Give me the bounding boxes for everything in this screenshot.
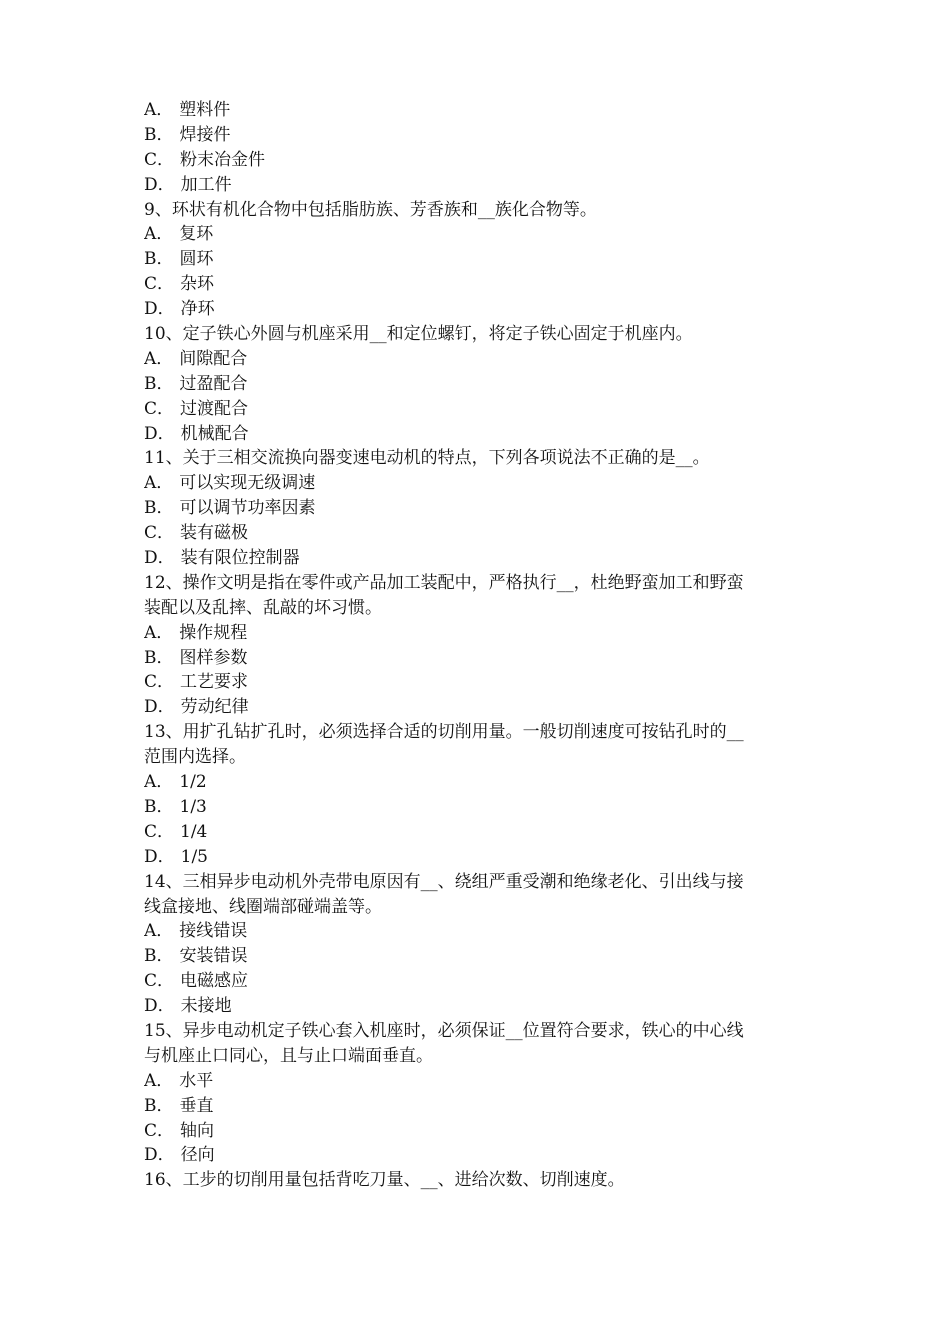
option-letter: A．: [144, 100, 174, 120]
option-text: 轴向: [180, 1120, 215, 1141]
option-letter: D．: [144, 996, 175, 1017]
answer-option: [144, 297, 824, 322]
answer-option: [144, 1094, 824, 1119]
question-text: 9、环状有机化合物中包括脂肪族、芳香族和__族化合物等。: [144, 199, 597, 220]
option-letter: C．: [144, 523, 175, 544]
answer-option: [144, 148, 824, 173]
answer-option: [144, 621, 824, 646]
question-text: 13、用扩孔钻扩孔时，必须选择合适的切削用量。一般切削速度可按钻孔时的__: [144, 722, 744, 743]
answer-option: [144, 1069, 824, 1094]
option-text: 1/4: [180, 821, 208, 842]
option-text: 焊接件: [179, 124, 231, 145]
option-letter: D．: [144, 1145, 175, 1166]
option-text: 未接地: [180, 996, 232, 1017]
option-text: 装有磁极: [180, 523, 249, 544]
answer-option: [144, 222, 824, 247]
option-text: 间隙配合: [179, 348, 248, 369]
question-text: 装配以及乱摔、乱敲的坏习惯。: [144, 597, 382, 618]
option-letter: B．: [144, 796, 174, 817]
answer-option: [144, 670, 824, 695]
question-text: 线盒接地、线圈端部碰端盖等。: [144, 896, 382, 917]
option-letter: B．: [144, 498, 174, 519]
option-text: 过渡配合: [180, 398, 249, 419]
option-letter: B．: [144, 249, 174, 270]
question-text: 12、操作文明是指在零件或产品加工装配中，严格执行__，杜绝野蛮加工和野蛮: [144, 572, 744, 593]
option-letter: D．: [144, 299, 175, 320]
answer-option: [144, 496, 824, 521]
option-text: 复环: [179, 224, 214, 245]
option-text: 操作规程: [179, 622, 248, 643]
question-text: 16、工步的切削用量包括背吃刀量、__、进给次数、切削速度。: [144, 1170, 625, 1191]
answer-option: [144, 521, 824, 546]
option-text: 杂环: [180, 274, 215, 295]
answer-option: [144, 1143, 824, 1168]
question-text: 14、三相异步电动机外壳带电原因有__、绕组严重受潮和绝缘老化、引出线与接: [144, 871, 744, 892]
question-text: 15、异步电动机定子铁心套入机座时，必须保证__位置符合要求，铁心的中心线: [144, 1020, 744, 1041]
answer-option: [144, 994, 824, 1019]
option-letter: A．: [144, 1070, 174, 1091]
answer-option: [144, 173, 824, 198]
option-text: 接线错误: [179, 921, 248, 942]
option-letter: A．: [144, 772, 174, 793]
answer-option: [144, 471, 824, 496]
option-letter: B．: [144, 946, 174, 967]
option-text: 机械配合: [180, 423, 249, 444]
option-text: 电磁感应: [180, 971, 249, 992]
answer-option: [144, 944, 824, 969]
option-text: 劳动纪律: [180, 697, 249, 718]
answer-option: [144, 845, 824, 870]
option-letter: C．: [144, 149, 175, 170]
option-letter: C．: [144, 821, 175, 842]
option-text: 过盈配合: [179, 373, 248, 394]
answer-option: [144, 695, 824, 720]
answer-option: [144, 820, 824, 845]
question-text: 范围内选择。: [144, 747, 246, 768]
option-text: 安装错误: [179, 946, 248, 967]
option-letter: A．: [144, 473, 174, 494]
option-letter: D．: [144, 846, 175, 867]
question-text: 10、定子铁心外圆与机座采用__和定位螺钉，将定子铁心固定于机座内。: [144, 324, 693, 345]
answer-option: [144, 770, 824, 795]
option-text: 加工件: [180, 174, 232, 195]
question-text: 与机座止口同心，且与止口端面垂直。: [144, 1045, 433, 1066]
option-letter: A．: [144, 224, 174, 245]
option-letter: C．: [144, 971, 175, 992]
option-letter: B．: [144, 373, 174, 394]
option-text: 1/5: [180, 846, 208, 867]
answer-option: [144, 969, 824, 994]
option-text: 工艺要求: [180, 672, 249, 693]
answer-option: [144, 646, 824, 671]
answer-option: [144, 1119, 824, 1144]
option-letter: C．: [144, 274, 175, 295]
option-text: 净环: [180, 299, 215, 320]
option-text: 可以实现无级调速: [179, 473, 316, 494]
option-letter: A．: [144, 622, 174, 643]
option-letter: D．: [144, 697, 175, 718]
option-text: 垂直: [179, 1095, 214, 1116]
option-letter: D．: [144, 174, 175, 195]
option-letter: C．: [144, 672, 175, 693]
answer-option: [144, 546, 824, 571]
document-page: [144, 98, 824, 1193]
answer-option: [144, 919, 824, 944]
option-text: 径向: [180, 1145, 215, 1166]
option-letter: B．: [144, 1095, 174, 1116]
option-text: 1/3: [179, 796, 207, 817]
question-text: 11、关于三相交流换向器变速电动机的特点，下列各项说法不正确的是__。: [144, 448, 710, 469]
option-text: 装有限位控制器: [180, 548, 300, 569]
option-text: 图样参数: [179, 647, 248, 668]
option-letter: C．: [144, 398, 175, 419]
option-letter: B．: [144, 124, 174, 145]
option-text: 圆环: [179, 249, 214, 270]
answer-option: [144, 272, 824, 297]
option-letter: A．: [144, 921, 174, 942]
answer-option: [144, 98, 824, 123]
option-letter: B．: [144, 647, 174, 668]
option-text: 可以调节功率因素: [179, 498, 316, 519]
option-text: 塑料件: [179, 100, 231, 120]
option-letter: D．: [144, 423, 175, 444]
answer-option: [144, 347, 824, 372]
option-text: 水平: [179, 1070, 214, 1091]
answer-option: [144, 123, 824, 148]
option-text: 1/2: [179, 772, 207, 793]
option-letter: D．: [144, 548, 175, 569]
answer-option: [144, 372, 824, 397]
answer-option: [144, 247, 824, 272]
option-letter: C．: [144, 1120, 175, 1141]
option-letter: A．: [144, 348, 174, 369]
answer-option: [144, 397, 824, 422]
answer-option: [144, 422, 824, 447]
answer-option: [144, 795, 824, 820]
option-text: 粉末冶金件: [180, 149, 266, 170]
